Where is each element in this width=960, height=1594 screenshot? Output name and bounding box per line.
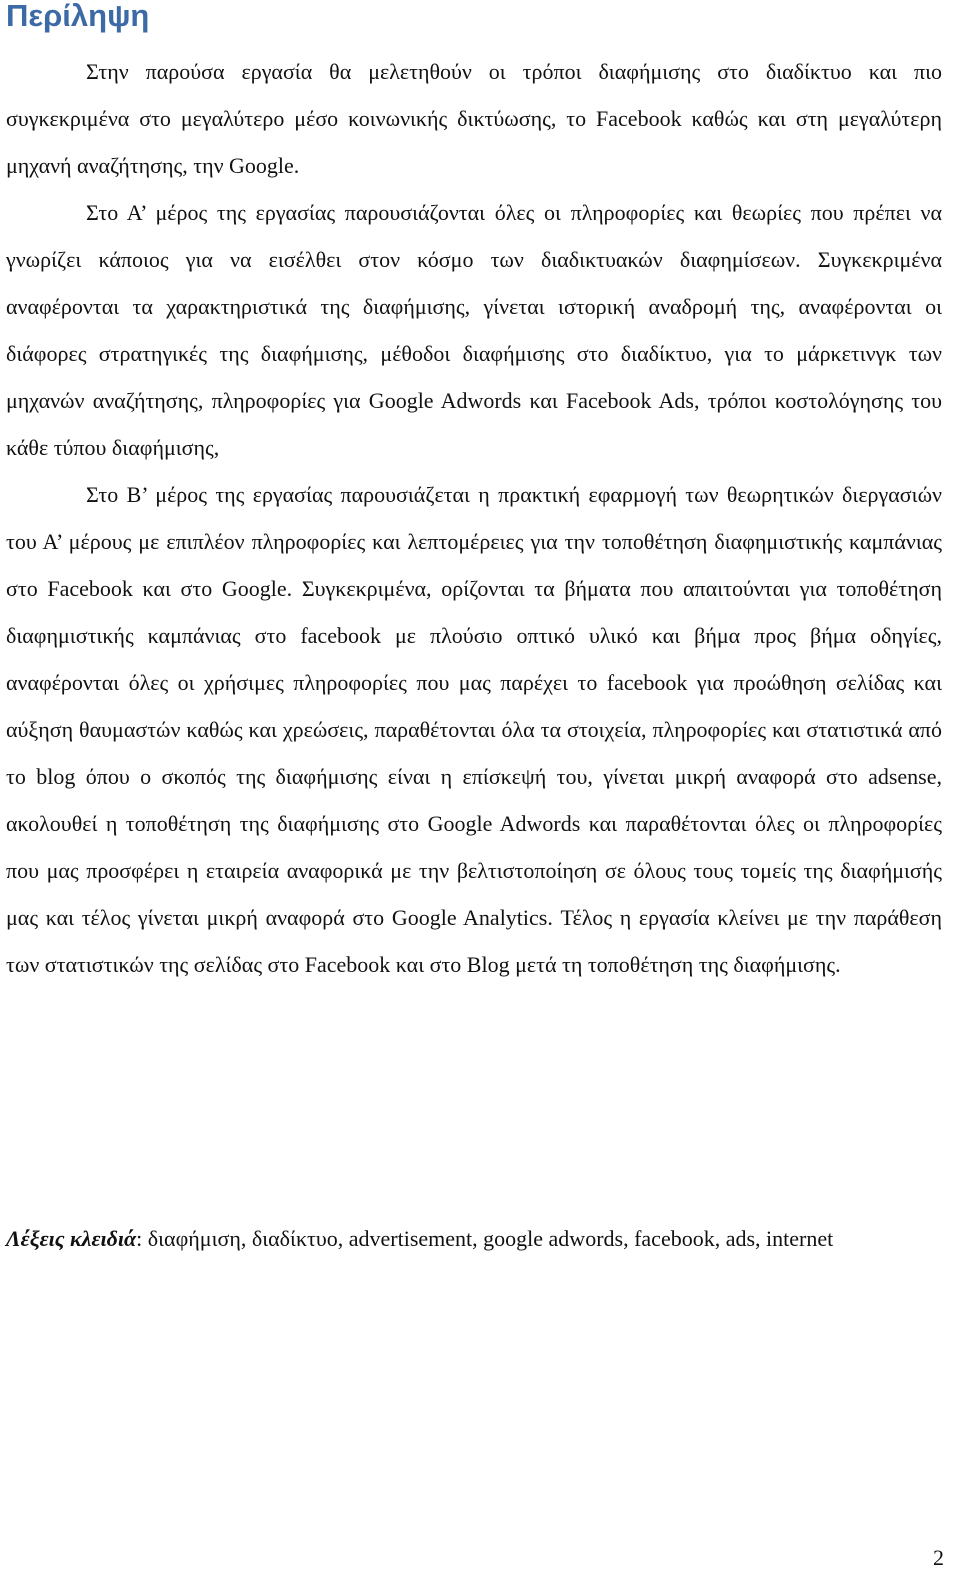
paragraph-intro: Στην παρούσα εργασία θα μελετηθούν οι τρόποι διαφήμισης στο διαδίκτυο και πιο συγκεκριμένα στο μεγαλύτερο μέσο κοινωνικής δικτύωσης, το Facebook καθώς και στη μεγαλύτερη μηχανή αναζήτησης, την Google. — [6, 59, 942, 178]
page-number: 2 — [933, 1545, 944, 1570]
keywords-label: Λέξεις κλειδιά — [6, 1226, 137, 1251]
paragraph-part-a: Στο Α’ μέρος της εργασίας παρουσιάζονται όλες οι πληροφορίες και θεωρίες που πρέπει να γνωρίζει κάποιος για να εισέλθει στον κόσμο των διαδικτυακών διαφημίσεων. Συγκεκριμένα αναφέρονται τα χαρακτηριστικά της διαφήμισης, γίνεται ιστορική αναδρομή της, αναφέρονται οι διάφορες στρατηγικές της διαφήμισης, μέθοδοι διαφήμισης στο διαδίκτυο, για το μάρκετινγκ των μηχανών αναζήτησης, πληροφορίες για Google Adwords και Facebook Ads, τρόποι κοστολόγησης του κάθε τύπου διαφήμισης, — [6, 200, 942, 460]
keywords-line — [6, 1215, 942, 1262]
keywords-separator: : — [136, 1226, 143, 1251]
abstract-body — [6, 48, 942, 988]
page-title: Περίληψη — [6, 0, 150, 33]
keywords-text: διαφήμιση, διαδίκτυο, advertisement, google adwords, facebook, ads, internet — [142, 1226, 834, 1251]
paragraph-part-b: Στο Β’ μέρος της εργασίας παρουσιάζεται η πρακτική εφαρμογή των θεωρητικών διεργασιών του Α’ μέρους με επιπλέον πληροφορίες και λεπτομέρειες για την τοποθέτηση διαφημιστικής καμπάνιας στο Facebook και στο Google. Συγκεκριμένα, ορίζονται τα βήματα που απαιτούνται για τοποθέτηση διαφημιστικής καμπάνιας στο facebook με πλούσιο οπτικό υλικό και βήμα προς βήμα οδηγίες, αναφέρονται όλες οι χρήσιμες πληροφορίες που μας παρέχει το facebook για προώθηση σελίδας και αύξηση θαυμαστών καθώς και χρεώσεις, παραθέτονται όλα τα στοιχεία, πληροφορίες και στατιστικά από το blog όπου ο σκοπός της διαφήμισης είναι η επίσκεψή του, γίνεται μικρή αναφορά στο adsense, ακολουθεί η τοποθέτηση της διαφήμισης στο Google Adwords και παραθέτονται όλες οι πληροφορίες που μας προσφέρει η εταιρεία αναφορικά με την βελτιστοποίηση σε όλους τους τομείς της διαφήμισής μας και τέλος γίνεται μικρή αναφορά στο Google Analytics. Τέλος η εργασία κλείνει με την παράθεση των στατιστικών της σελίδας στο Facebook και στο Blog μετά τη τοποθέτηση της διαφήμισης. — [6, 482, 942, 977]
